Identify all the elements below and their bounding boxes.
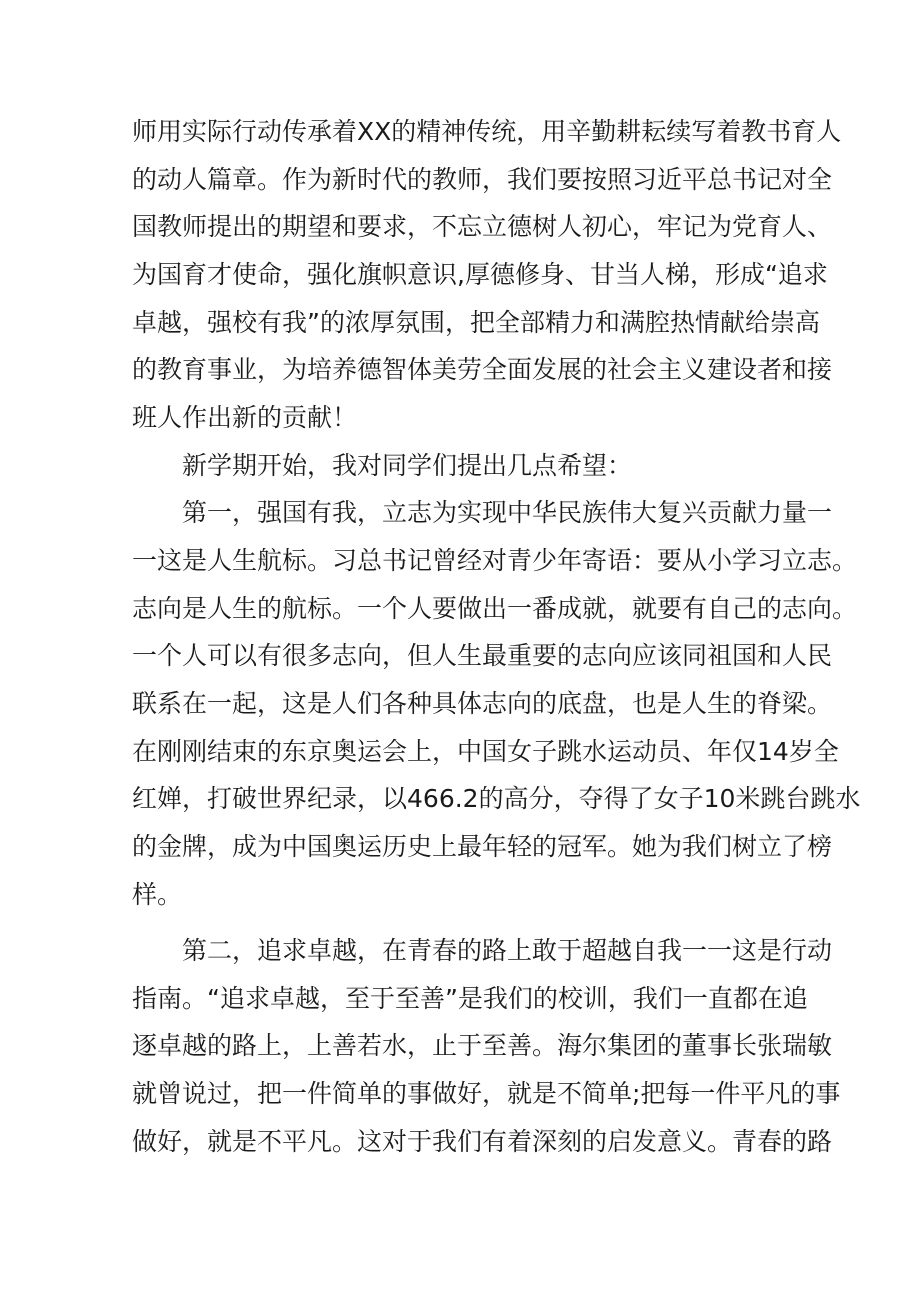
text-line: 一个人可以有很多志向，但人生最重要的志向应该同祖国和人民 [132,641,833,670]
text-line: 做好，就是不平凡。这对于我们有着深刻的启发意义。青春的路 [132,1127,833,1156]
text-line: 红婵，打破世界纪录，以466.2的高分，夺得了女子10米跳台跳水 [132,784,861,813]
paragraph-first-line: 第二，追求卓越，在青春的路上敢于超越自我一一这是行动 [182,936,833,965]
text-line: 样。 [132,880,183,909]
text-line: 班人作出新的贡献！ [132,403,358,432]
text-line: 逐卓越的路上，上善若水，止于至善。海尔集团的董事长张瑞敏 [132,1031,833,1060]
text-line: 志向是人生的航标。一个人要做出一番成就，就要有自己的志向。 [132,594,858,623]
text-line: 在刚刚结束的东京奥运会上，中国女子跳水运动员、年仅14岁全 [132,737,839,766]
text-line: 的动人篇章。作为新时代的教师，我们要按照习近平总书记对全 [132,165,833,194]
text-line: 师用实际行动传承着XX的精神传统，用辛勤耕耘续写着教书育人 [132,117,842,146]
text-line: 卓越，强校有我”的浓厚氛围，把全部精力和满腔热情献给崇高 [132,308,820,337]
paragraph-first-line: 新学期开始，我对同学们提出几点希望： [182,451,633,480]
paragraph-first-line: 第一，强国有我，立志为实现中华民族伟大复兴贡献力量一 [182,498,833,527]
text-line: 的教育事业，为培养德智体美劳全面发展的社会主义建设者和接 [132,355,833,384]
text-line: 一这是人生航标。习总书记曾经对青少年寄语：要从小学习立志。 [132,546,858,575]
text-line: 指南。“追求卓越，至于至善”是我们的校训，我们一直都在追 [132,984,808,1013]
text-line: 为国育才使命，强化旗帜意识,厚德修身、甘当人梯，形成“追求 [132,260,828,289]
text-line: 就曾说过，把一件简单的事做好，就是不简单;把每一件平凡的事 [132,1079,841,1108]
text-line: 国教师提出的期望和要求，不忘立德树人初心，牢记为党育人、 [132,212,833,241]
text-line: 联系在一起，这是人们各种具体志向的底盘，也是人生的脊梁。 [132,689,833,718]
text-line: 的金牌，成为中国奥运历史上最年轻的冠军。她为我们树立了榜 [132,832,833,861]
